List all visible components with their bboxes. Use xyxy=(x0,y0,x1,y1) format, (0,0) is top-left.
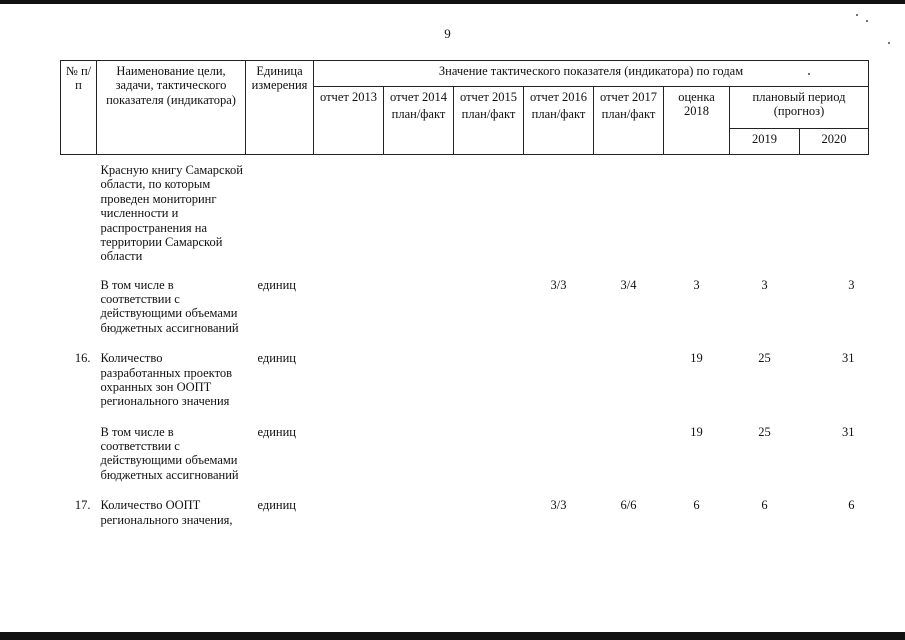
header-number: № п/п xyxy=(61,61,97,155)
header-values-by-year: Значение тактического показателя (индикатора) по годам xyxy=(314,61,869,87)
header-name: Наименование цели, задачи, тактического показателя (индикатора) xyxy=(97,61,246,155)
header-planned-period: плановый период (прогноз) xyxy=(730,87,869,129)
value-2018: 3 xyxy=(693,277,700,292)
value-2016: 3/3 xyxy=(550,277,567,292)
row-unit: единиц xyxy=(257,424,297,439)
header-2016: отчет 2016 план/факт xyxy=(524,87,594,155)
row-number: 16. xyxy=(74,351,91,366)
row-number: 17. xyxy=(74,498,91,513)
row-name: В том числе в соответствии с действующими объемами бюджетных ассигнований xyxy=(100,424,239,482)
table-row xyxy=(61,425,869,483)
row-unit: единиц xyxy=(257,277,297,292)
header-2015: отчет 2015 план/факт xyxy=(454,87,524,155)
row-name: Красную книгу Самарской области, по которым проведен мониторинг численности и распространения на территории Самарской области xyxy=(100,163,243,264)
scan-speck xyxy=(866,20,868,22)
row-name: Количество ООПТ регионального значения, xyxy=(100,498,233,527)
table-row xyxy=(61,351,869,409)
header-2018: оценка 2018 xyxy=(664,87,730,155)
indicator-table-container xyxy=(60,60,868,527)
table-row xyxy=(61,278,869,336)
bottom-border-bar xyxy=(0,632,905,640)
value-2017: 6/6 xyxy=(620,498,637,513)
table-body xyxy=(61,155,869,527)
value-2020: 3 xyxy=(848,277,855,292)
row-unit: единиц xyxy=(257,498,297,513)
value-2018: 6 xyxy=(693,498,700,513)
table-header xyxy=(61,61,869,155)
row-name: Количество разработанных проектов охранных зон ООПТ регионального значения xyxy=(100,351,233,409)
top-border-bar xyxy=(0,0,905,4)
value-2019: 6 xyxy=(761,498,768,513)
scan-speck xyxy=(888,42,890,44)
scan-speck xyxy=(856,14,858,16)
value-2020: 6 xyxy=(848,498,855,513)
indicator-table xyxy=(60,60,869,527)
value-2018: 19 xyxy=(690,424,703,439)
value-2018: 19 xyxy=(690,351,703,366)
value-2020: 31 xyxy=(842,424,855,439)
header-2014: отчет 2014 план/факт xyxy=(384,87,454,155)
value-2016: 3/3 xyxy=(550,498,567,513)
page-number: 9 xyxy=(444,26,451,41)
value-2019: 25 xyxy=(758,424,771,439)
value-2019: 25 xyxy=(758,351,771,366)
header-unit: Единица измерения xyxy=(246,61,314,155)
table-row xyxy=(61,163,869,264)
value-2017: 3/4 xyxy=(620,277,637,292)
value-2019: 3 xyxy=(761,277,768,292)
header-2020: 2020 xyxy=(800,129,869,155)
row-name: В том числе в соответствии с действующими объемами бюджетных ассигнований xyxy=(100,277,239,335)
table-row xyxy=(61,498,869,527)
value-2020: 31 xyxy=(842,351,855,366)
row-unit: единиц xyxy=(257,351,297,366)
header-2017: отчет 2017 план/факт xyxy=(594,87,664,155)
header-2019: 2019 xyxy=(730,129,800,155)
header-2013: отчет 2013 xyxy=(314,87,384,155)
